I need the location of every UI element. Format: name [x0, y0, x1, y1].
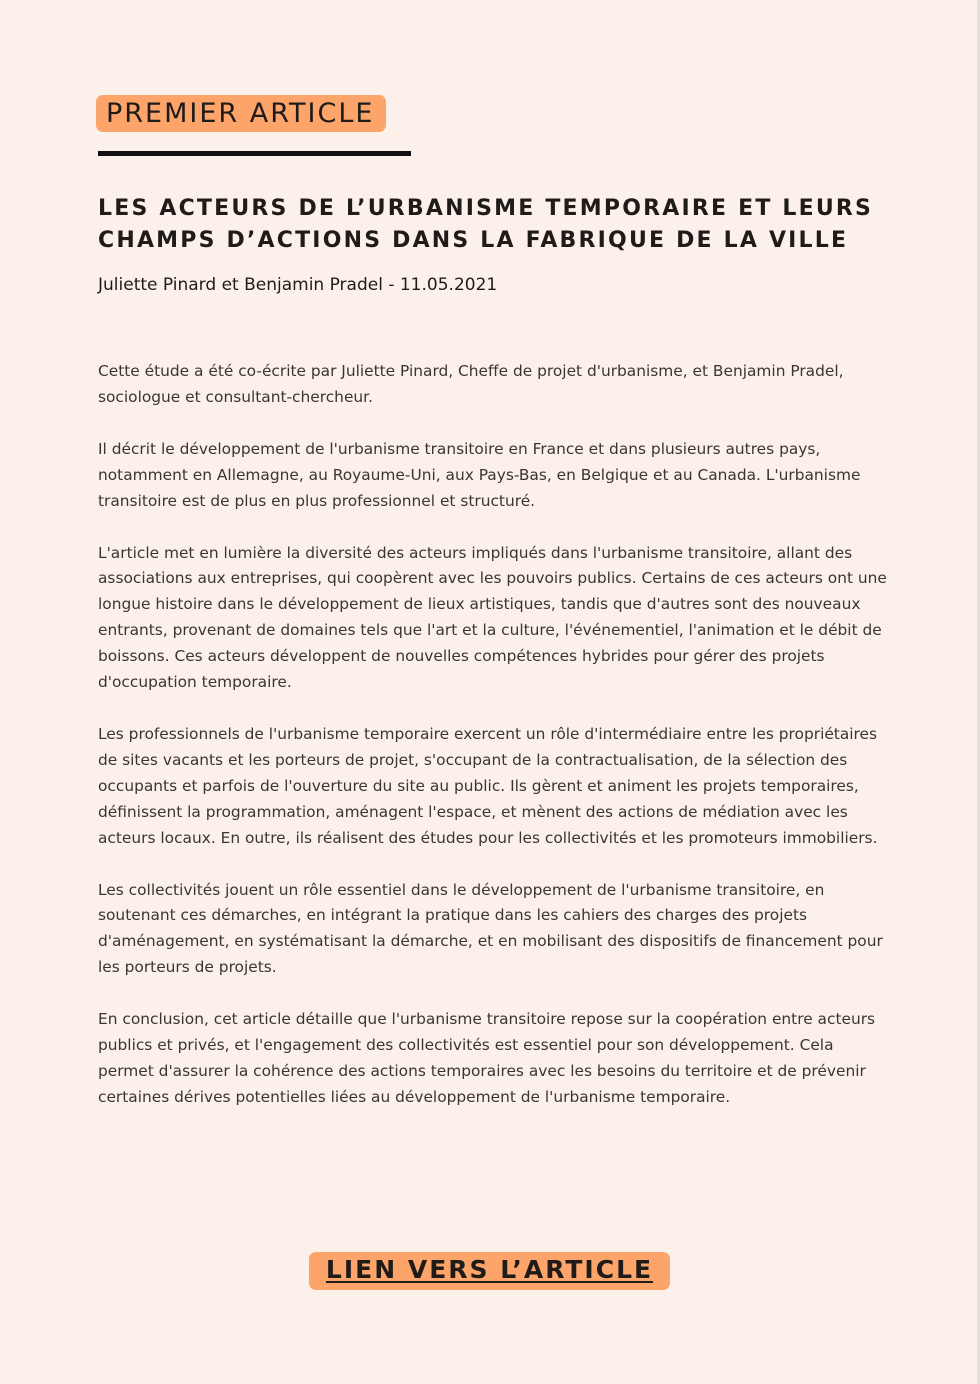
article-byline: Juliette Pinard et Benjamin Pradel - 11.05.2021 — [98, 275, 498, 295]
article-paragraph: En conclusion, cet article détaille que l'urbanisme transitoire repose sur la coopération entre acteurs publics et privés, et l'engagement des collectivités est essentiel pour son développement. Cela permet d'assurer la cohérence des actions temporaires avec les besoins du territoire et de prévenir certaines dérives potentielles liées au développement de l'urbanisme temporaire. — [98, 1010, 876, 1106]
article-body — [98, 359, 890, 1137]
article-paragraph: Cette étude a été co-écrite par Juliette Pinard, Cheffe de projet d'urbanisme, et Benjamin Pradel, sociologue et consultant-chercheur. — [98, 362, 844, 406]
article-paragraph: Les collectivités jouent un rôle essentiel dans le développement de l'urbanisme transitoire, en soutenant ces démarches, en intégrant la pratique dans les cahiers des charges des projets d'aménagement, en systématisant la démarche, et en mobilisant des dispositifs de financement pour les porteurs de projets. — [98, 880, 883, 977]
article-title: LES ACTEURS DE L’URBANISME TEMPORAIRE ET LEURS CHAMPS D’ACTIONS DANS LA FABRIQUE DE LA VILLE — [98, 196, 874, 253]
section-divider — [98, 151, 411, 156]
article-paragraph: L'article met en lumière la diversité des acteurs impliqués dans l'urbanisme transitoire, allant des associations aux entreprises, qui coopèrent avec les pouvoirs publics. Certains de ces acteurs ont une longue histoire dans le développement de lieux artistiques, tandis que d'autres sont des nouveaux entrants, provenant de domaines tels que l'art et la culture, l'événementiel, l'animation et le débit de boissons. Ces acteurs développent de nouvelles compétences hybrides pour gérer des projets d'occupation temporaire. — [98, 543, 887, 692]
article-paragraph: Il décrit le développement de l'urbanisme transitoire en France et dans plusieurs autres pays, notamment en Allemagne, au Royaume-Uni, aux Pays-Bas, en Belgique et au Canada. L'urbanisme transitoire est de plus en plus professionnel et structuré. — [98, 439, 861, 510]
section-label: PREMIER ARTICLE — [96, 95, 386, 132]
article-paragraph: Les professionnels de l'urbanisme temporaire exercent un rôle d'intermédiaire entre les propriétaires de sites vacants et les porteurs de projet, s'occupant de la contractualisation, de la sélection des occupants et parfois de l'ouverture du site au public. Ils gèrent et animent les projets temporaires, définissent la programmation, aménagent l'espace, et mènent des actions de médiation avec les acteurs locaux. En outre, ils réalisent des études pour les collectivités et les promoteurs immobiliers. — [98, 724, 878, 847]
article-link-button[interactable]: LIEN VERS L’ARTICLE — [309, 1252, 670, 1290]
